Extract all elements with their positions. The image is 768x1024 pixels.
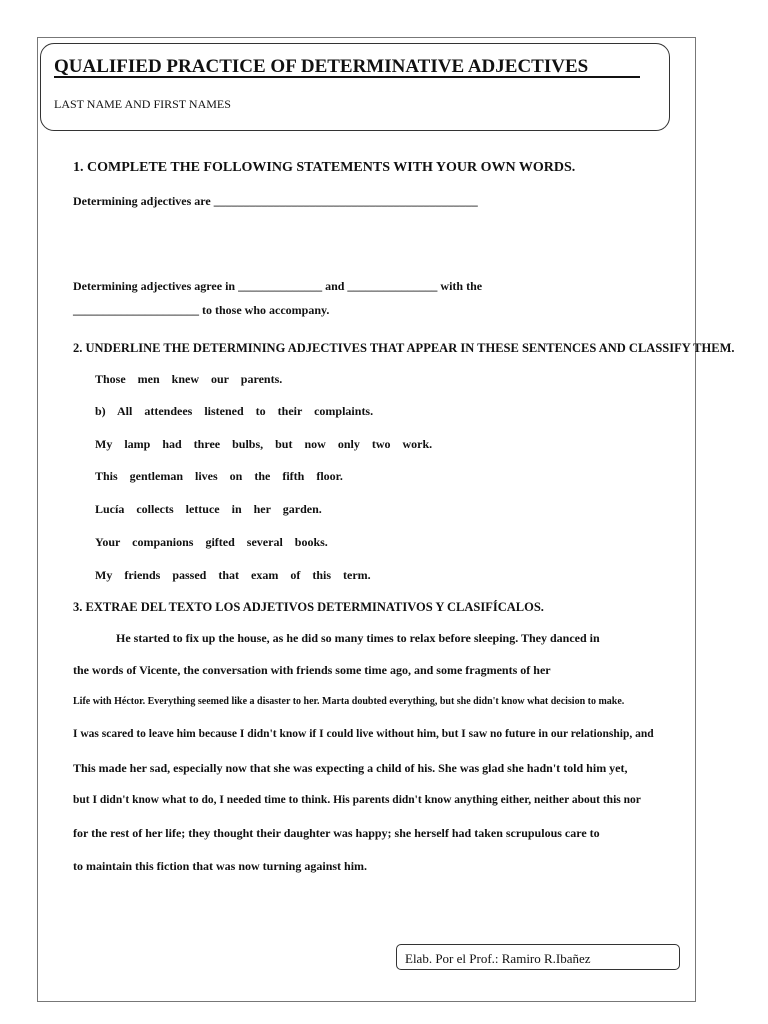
text-line-4: I was scared to leave him because I didn't know if I could live without him, but I saw no future in our relationship, and xyxy=(73,728,654,740)
section2-heading: 2. UNDERLINE THE DETERMINING ADJECTIVES THAT APPEAR IN THESE SENTENCES AND CLASSIFY THEM. xyxy=(73,341,735,355)
sentence-3: My lamp had three bulbs, but now only two work. xyxy=(95,437,433,451)
text-line-5: This made her sad, especially now that she was expecting a child of his. She was glad she hadn't told him yet, xyxy=(73,761,628,775)
section1-line-3: _____________________ to those who accompany. xyxy=(73,303,330,317)
text-line-7: for the rest of her life; they thought their daughter was happy; she herself had taken scrupulous care to xyxy=(73,826,600,840)
sentence-4: This gentleman lives on the fifth floor. xyxy=(95,469,343,483)
section1-line-1: Determining adjectives are ____________________________________________ xyxy=(73,194,478,208)
sentence-2: b) All attendees listened to their complaints. xyxy=(95,404,374,418)
text-line-1: He started to fix up the house, as he did so many times to relax before sleeping. They danced in xyxy=(116,631,600,645)
name-label: LAST NAME AND FIRST NAMES xyxy=(54,97,231,111)
section3-heading: 3. EXTRAE DEL TEXTO LOS ADJETIVOS DETERMINATIVOS Y CLASIFÍCALOS. xyxy=(73,600,544,614)
sentence-7: My friends passed that exam of this term. xyxy=(95,568,371,582)
sentence-6: Your companions gifted several books. xyxy=(95,535,328,549)
sentence-5: Lucía collects lettuce in her garden. xyxy=(95,502,322,516)
footer-credit: Elab. Por el Prof.: Ramiro R.Ibañez xyxy=(405,951,591,966)
worksheet-page xyxy=(37,37,696,1002)
section1-heading: 1. COMPLETE THE FOLLOWING STATEMENTS WITH YOUR OWN WORDS. xyxy=(73,160,576,175)
text-line-6: but I didn't know what to do, I needed time to think. His parents didn't know anything either, neither about this nor xyxy=(73,794,641,806)
sentence-1: Those men knew our parents. xyxy=(95,372,283,386)
text-line-2: the words of Vicente, the conversation with friends some time ago, and some fragments of her xyxy=(73,663,551,677)
title-underline xyxy=(54,76,640,78)
text-line-3: Life with Héctor. Everything seemed like a disaster to her. Marta doubted everything, but she didn't know what decision to make. xyxy=(73,696,625,707)
text-line-8: to maintain this fiction that was now turning against him. xyxy=(73,859,368,873)
page-title: QUALIFIED PRACTICE OF DETERMINATIVE ADJECTIVES xyxy=(54,56,589,77)
section1-line-2: Determining adjectives agree in ______________ and _______________ with the xyxy=(73,279,483,293)
